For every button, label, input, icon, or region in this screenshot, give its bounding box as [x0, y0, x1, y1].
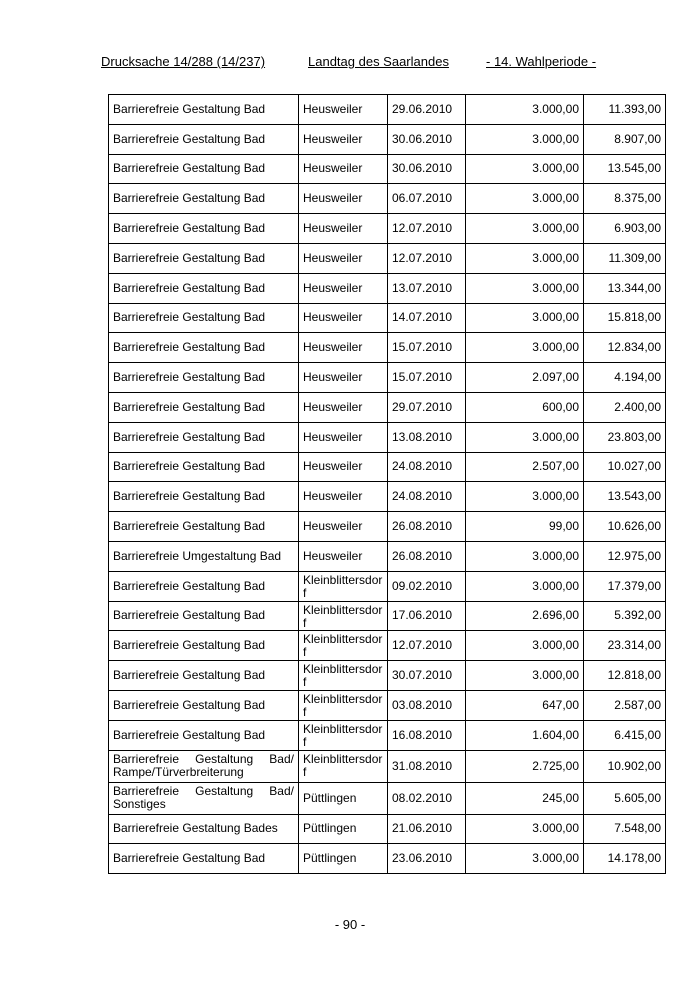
funding-table-body	[109, 95, 666, 874]
municipality-cell: Heusweiler	[299, 512, 388, 542]
municipality-cell: Püttlingen	[299, 844, 388, 874]
table-row	[109, 512, 666, 542]
description-cell: Barrierefreie Gestaltung Bad	[109, 303, 299, 333]
total-cost-cell: 5.392,00	[584, 601, 666, 631]
parliament-name: Landtag des Saarlandes	[308, 54, 449, 69]
total-cost-cell: 13.344,00	[584, 273, 666, 303]
amount-cell: 3.000,00	[466, 422, 584, 452]
description-cell: Barrierefreie Gestaltung Bad	[109, 363, 299, 393]
legislative-period: - 14. Wahlperiode -	[486, 54, 597, 69]
table-row	[109, 814, 666, 844]
date-cell: 24.08.2010	[388, 482, 466, 512]
funding-table	[108, 94, 666, 874]
total-cost-cell: 11.393,00	[584, 95, 666, 125]
description-cell: Barrierefreie Gestaltung Bad	[109, 214, 299, 244]
date-cell: 16.08.2010	[388, 720, 466, 750]
description-cell: Barrierefreie Gestaltung Bad	[109, 720, 299, 750]
municipality-cell: Kleinblittersdorf	[299, 690, 388, 720]
table-row	[109, 333, 666, 363]
amount-cell: 3.000,00	[466, 541, 584, 571]
table-row	[109, 571, 666, 601]
date-cell: 13.08.2010	[388, 422, 466, 452]
description-cell: Barrierefreie Gestaltung Bad	[109, 392, 299, 422]
municipality-cell: Heusweiler	[299, 273, 388, 303]
total-cost-cell: 6.903,00	[584, 214, 666, 244]
description-cell: Barrierefreie Gestaltung Bad/ Sonstiges	[109, 782, 299, 814]
date-cell: 29.06.2010	[388, 95, 466, 125]
description-cell: Barrierefreie Gestaltung Bad	[109, 482, 299, 512]
description-cell: Barrierefreie Gestaltung Bad	[109, 690, 299, 720]
date-cell: 30.07.2010	[388, 661, 466, 691]
amount-cell: 3.000,00	[466, 571, 584, 601]
description-cell: Barrierefreie Gestaltung Bad	[109, 95, 299, 125]
description-cell: Barrierefreie Gestaltung Bad	[109, 422, 299, 452]
total-cost-cell: 23.314,00	[584, 631, 666, 661]
table-row	[109, 541, 666, 571]
date-cell: 26.08.2010	[388, 541, 466, 571]
total-cost-cell: 10.626,00	[584, 512, 666, 542]
municipality-cell: Heusweiler	[299, 303, 388, 333]
table-row	[109, 95, 666, 125]
amount-cell: 245,00	[466, 782, 584, 814]
total-cost-cell: 12.834,00	[584, 333, 666, 363]
table-row	[109, 422, 666, 452]
municipality-cell: Kleinblittersdorf	[299, 631, 388, 661]
municipality-cell: Kleinblittersdorf	[299, 571, 388, 601]
table-row	[109, 214, 666, 244]
municipality-cell: Kleinblittersdorf	[299, 750, 388, 782]
total-cost-cell: 6.415,00	[584, 720, 666, 750]
municipality-cell: Heusweiler	[299, 154, 388, 184]
description-cell: Barrierefreie Gestaltung Bad	[109, 273, 299, 303]
date-cell: 12.07.2010	[388, 243, 466, 273]
amount-cell: 3.000,00	[466, 844, 584, 874]
page-number: - 90 -	[334, 917, 366, 932]
total-cost-cell: 2.400,00	[584, 392, 666, 422]
municipality-cell: Heusweiler	[299, 541, 388, 571]
table-row	[109, 243, 666, 273]
municipality-cell: Püttlingen	[299, 814, 388, 844]
table-row	[109, 782, 666, 814]
municipality-cell: Heusweiler	[299, 482, 388, 512]
date-cell: 09.02.2010	[388, 571, 466, 601]
table-row	[109, 363, 666, 393]
description-cell: Barrierefreie Gestaltung Bad	[109, 571, 299, 601]
date-cell: 15.07.2010	[388, 363, 466, 393]
description-cell: Barrierefreie Gestaltung Bad	[109, 184, 299, 214]
amount-cell: 2.097,00	[466, 363, 584, 393]
amount-cell: 3.000,00	[466, 184, 584, 214]
date-cell: 30.06.2010	[388, 124, 466, 154]
table-row	[109, 750, 666, 782]
total-cost-cell: 14.178,00	[584, 844, 666, 874]
description-cell: Barrierefreie Gestaltung Bades	[109, 814, 299, 844]
municipality-cell: Heusweiler	[299, 422, 388, 452]
amount-cell: 99,00	[466, 512, 584, 542]
date-cell: 14.07.2010	[388, 303, 466, 333]
municipality-cell: Kleinblittersdorf	[299, 720, 388, 750]
description-cell: Barrierefreie Gestaltung Bad/ Rampe/Türverbreiterung	[109, 750, 299, 782]
total-cost-cell: 23.803,00	[584, 422, 666, 452]
description-cell: Barrierefreie Gestaltung Bad	[109, 333, 299, 363]
table-row	[109, 482, 666, 512]
amount-cell: 3.000,00	[466, 661, 584, 691]
page-header	[101, 54, 595, 72]
amount-cell: 3.000,00	[466, 124, 584, 154]
amount-cell: 2.696,00	[466, 601, 584, 631]
amount-cell: 3.000,00	[466, 154, 584, 184]
description-cell: Barrierefreie Gestaltung Bad	[109, 844, 299, 874]
amount-cell: 3.000,00	[466, 243, 584, 273]
municipality-cell: Kleinblittersdorf	[299, 601, 388, 631]
total-cost-cell: 2.587,00	[584, 690, 666, 720]
amount-cell: 1.604,00	[466, 720, 584, 750]
municipality-cell: Heusweiler	[299, 214, 388, 244]
description-cell: Barrierefreie Gestaltung Bad	[109, 512, 299, 542]
total-cost-cell: 12.975,00	[584, 541, 666, 571]
amount-cell: 3.000,00	[466, 814, 584, 844]
table-row	[109, 392, 666, 422]
table-row	[109, 303, 666, 333]
amount-cell: 2.507,00	[466, 452, 584, 482]
date-cell: 17.06.2010	[388, 601, 466, 631]
total-cost-cell: 8.907,00	[584, 124, 666, 154]
date-cell: 29.07.2010	[388, 392, 466, 422]
municipality-cell: Heusweiler	[299, 184, 388, 214]
date-cell: 15.07.2010	[388, 333, 466, 363]
table-row	[109, 601, 666, 631]
description-cell: Barrierefreie Gestaltung Bad	[109, 631, 299, 661]
municipality-cell: Heusweiler	[299, 243, 388, 273]
amount-cell: 3.000,00	[466, 631, 584, 661]
total-cost-cell: 10.027,00	[584, 452, 666, 482]
date-cell: 24.08.2010	[388, 452, 466, 482]
amount-cell: 600,00	[466, 392, 584, 422]
amount-cell: 3.000,00	[466, 482, 584, 512]
table-row	[109, 661, 666, 691]
date-cell: 31.08.2010	[388, 750, 466, 782]
date-cell: 03.08.2010	[388, 690, 466, 720]
date-cell: 13.07.2010	[388, 273, 466, 303]
date-cell: 23.06.2010	[388, 844, 466, 874]
date-cell: 21.06.2010	[388, 814, 466, 844]
total-cost-cell: 12.818,00	[584, 661, 666, 691]
total-cost-cell: 10.902,00	[584, 750, 666, 782]
date-cell: 26.08.2010	[388, 512, 466, 542]
date-cell: 06.07.2010	[388, 184, 466, 214]
municipality-cell: Püttlingen	[299, 782, 388, 814]
table-row	[109, 124, 666, 154]
date-cell: 30.06.2010	[388, 154, 466, 184]
amount-cell: 3.000,00	[466, 214, 584, 244]
table-row	[109, 184, 666, 214]
table-row	[109, 844, 666, 874]
date-cell: 12.07.2010	[388, 631, 466, 661]
amount-cell: 3.000,00	[466, 95, 584, 125]
description-cell: Barrierefreie Gestaltung Bad	[109, 124, 299, 154]
municipality-cell: Heusweiler	[299, 392, 388, 422]
municipality-cell: Heusweiler	[299, 363, 388, 393]
description-cell: Barrierefreie Gestaltung Bad	[109, 452, 299, 482]
total-cost-cell: 11.309,00	[584, 243, 666, 273]
table-row	[109, 154, 666, 184]
description-cell: Barrierefreie Gestaltung Bad	[109, 154, 299, 184]
table-row	[109, 452, 666, 482]
description-cell: Barrierefreie Gestaltung Bad	[109, 601, 299, 631]
amount-cell: 2.725,00	[466, 750, 584, 782]
municipality-cell: Heusweiler	[299, 452, 388, 482]
total-cost-cell: 17.379,00	[584, 571, 666, 601]
total-cost-cell: 8.375,00	[584, 184, 666, 214]
date-cell: 08.02.2010	[388, 782, 466, 814]
amount-cell: 3.000,00	[466, 333, 584, 363]
total-cost-cell: 15.818,00	[584, 303, 666, 333]
amount-cell: 3.000,00	[466, 273, 584, 303]
amount-cell: 647,00	[466, 690, 584, 720]
table-row	[109, 273, 666, 303]
description-cell: Barrierefreie Umgestaltung Bad	[109, 541, 299, 571]
total-cost-cell: 5.605,00	[584, 782, 666, 814]
document-reference: Drucksache 14/288 (14/237)	[101, 54, 266, 69]
amount-cell: 3.000,00	[466, 303, 584, 333]
total-cost-cell: 7.548,00	[584, 814, 666, 844]
table-row	[109, 631, 666, 661]
municipality-cell: Kleinblittersdorf	[299, 661, 388, 691]
total-cost-cell: 4.194,00	[584, 363, 666, 393]
municipality-cell: Heusweiler	[299, 95, 388, 125]
total-cost-cell: 13.543,00	[584, 482, 666, 512]
table-row	[109, 720, 666, 750]
total-cost-cell: 13.545,00	[584, 154, 666, 184]
municipality-cell: Heusweiler	[299, 124, 388, 154]
municipality-cell: Heusweiler	[299, 333, 388, 363]
description-cell: Barrierefreie Gestaltung Bad	[109, 243, 299, 273]
date-cell: 12.07.2010	[388, 214, 466, 244]
table-row	[109, 690, 666, 720]
description-cell: Barrierefreie Gestaltung Bad	[109, 661, 299, 691]
